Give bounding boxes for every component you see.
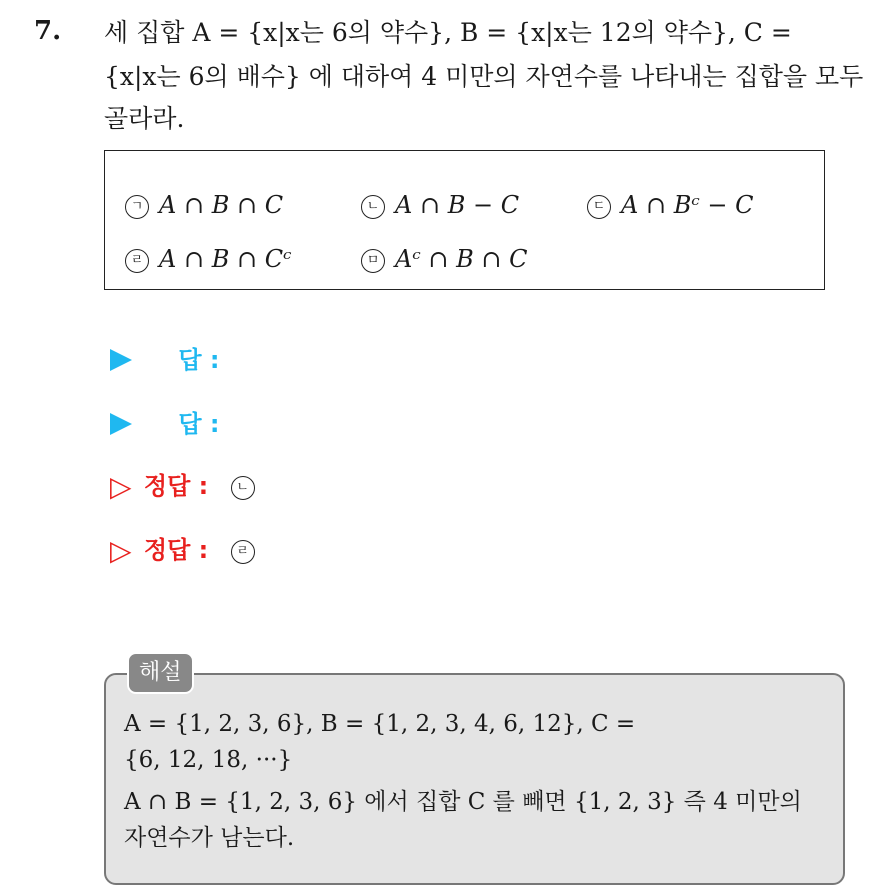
choice-expr-3: A ∩ Bᶜ − C [621,191,754,219]
choice-mark-5: ㅁ [361,249,385,273]
explanation-line-4: 자연수가 남는다. [124,825,295,851]
correct-label-1: 정답 : [143,472,209,500]
choice-mark-3: ㄷ [587,195,611,219]
correct-row-2 [110,530,265,567]
choice-expr-2: A ∩ B − C [395,191,520,219]
choice-mark-2: ㄴ [361,195,385,219]
explanation-tag: 해설 [127,652,194,694]
question-line-3: 골라라. [104,104,185,133]
play-triangle-icon [110,413,132,435]
choice-3 [587,191,754,219]
explanation-line-3: A ∩ B = {1, 2, 3, 6} 에서 집합 C 를 빼면 {1, 2, 3} 즉 4 미만의 [124,789,802,815]
question-number: 7. [34,16,62,46]
choices-box [104,150,825,290]
play-triangle-icon [110,349,132,371]
question-line-2: {x|x는 6의 배수} 에 대하여 4 미만의 자연수를 나타내는 집합을 모두 [104,62,864,91]
choice-mark-4: ㄹ [125,249,149,273]
outline-triangle-icon: ▷ [110,534,132,567]
choice-4 [125,245,292,273]
explanation-line-1: A = {1, 2, 3, 6}, B = {1, 2, 3, 4, 6, 12}, C = [124,711,636,737]
choice-expr-4: A ∩ B ∩ Cᶜ [159,245,292,273]
choice-mark-1: ㄱ [125,195,149,219]
choice-2 [361,191,519,219]
explanation-line-2: {6, 12, 18, ···} [124,747,293,773]
answer-label-2: 답 : [178,410,220,438]
correct-mark-1: ㄴ [231,476,255,500]
correct-row-1 [110,466,265,503]
choice-expr-5: Aᶜ ∩ B ∩ C [395,245,528,273]
answer-row-1 [110,340,220,375]
choice-1 [125,191,283,219]
outline-triangle-icon: ▷ [110,470,132,503]
answer-label-1: 답 : [178,346,220,374]
answer-row-2 [110,404,220,439]
choice-expr-1: A ∩ B ∩ C [159,191,284,219]
question-line-1: 세 집합 A = {x|x는 6의 약수}, B = {x|x는 12의 약수}, C = [104,18,792,47]
choice-5 [361,245,528,273]
correct-label-2: 정답 : [143,536,209,564]
correct-mark-2: ㄹ [231,540,255,564]
